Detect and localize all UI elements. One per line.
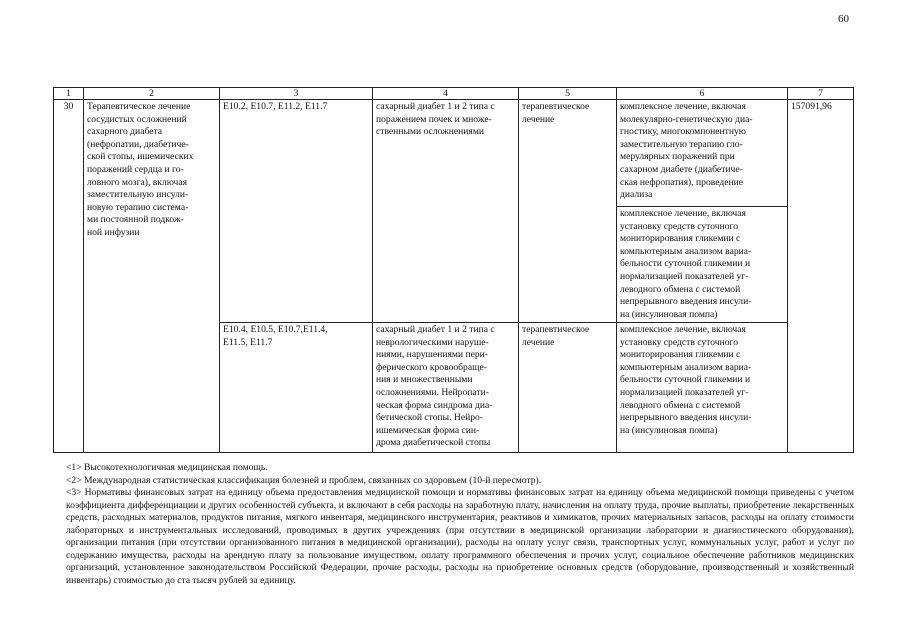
table-row bbox=[54, 100, 854, 207]
treatment-method: комплексное лечение, включая установку средств суточного мониторирования гликемии с компьютерным анализом вариа- бельности суточной гликемии и нормализацией показателей уг- леводного обмена с системой непрерывного введения инсули- на (инсулиновая помпа) bbox=[617, 323, 788, 453]
footnote-2: <2> Международная статистическая классификация болезней и проблем, связанных со здоровьем (10-й пересмотр). bbox=[66, 474, 542, 486]
treatment-type: терапевтическое лечение bbox=[519, 100, 617, 323]
icd-codes: E10.4, E10.5, E10.7,E11.4, E11.5, E11.7 bbox=[220, 323, 373, 453]
footnotes bbox=[66, 462, 854, 587]
treatment-method: комплексное лечение, включая установку средств суточного мониторирования гликемии с компьютерным анализом вариа- бельности суточной гликемии и нормализацией показателей уг- леводного обмена с системой непрерывного введения инсули- на (инсулиновая помпа) bbox=[617, 207, 788, 323]
row-number: 30 bbox=[54, 100, 84, 453]
cost-norm: 157091,96 bbox=[788, 100, 854, 453]
icd-codes: E10.2, E10.7, E11.2, E11.7 bbox=[220, 100, 373, 323]
treatment-type: терапевтическое лечение bbox=[519, 323, 617, 453]
header-cell: 5 bbox=[519, 88, 617, 100]
header-cell: 4 bbox=[373, 88, 519, 100]
treatment-method: комплексное лечение, включая молекулярно-генетическую диа- гностику, многокомпонентную заместительную терапию гло- мерулярных поражений при сахарном диабете (диабетиче- ская нефропатия), проведение диализа bbox=[617, 100, 788, 207]
header-cell: 7 bbox=[788, 88, 854, 100]
page-number: 60 bbox=[838, 13, 849, 25]
table-header-row bbox=[54, 88, 854, 100]
header-cell: 1 bbox=[54, 88, 84, 100]
services-table bbox=[53, 87, 854, 453]
header-cell: 2 bbox=[84, 88, 220, 100]
header-cell: 6 bbox=[617, 88, 788, 100]
footnote-1: <1> Высокотехнологичная медицинская помощь. bbox=[66, 462, 268, 473]
patient-model: сахарный диабет 1 и 2 типа с неврологическими наруше- ниями, нарушениями пери- ферического кровообраще- ния и множественными осложнениями. Нейропати- ческая форма синдрома диа- бетической стопы. Нейро- ишемическая форма син- дрома диабетической стопы bbox=[373, 323, 519, 453]
header-cell: 3 bbox=[220, 88, 373, 100]
footnote-3: <3> Нормативы финансовых затрат на единицу объема предоставления медицинской помощи и нормативы финансовых затрат на единицу объема медицинской помощи приведены с учетом коэффициента дифференциации и других особенностей субъекта, и включают в себя расходы на заработную плату, начисления на оплату труда, прочие выплаты, приобретение лекарственных средств, расходных материалов, продуктов питания, мягкого инвентаря, медицинского инструментария, реактивов и химикатов, прочих материальных запасов, расходы на оплату стоимости лабораторных и инструментальных исследований, проводимых в других учреждениях (при отсутствии в медицинской организации лаборатории и диагностического оборудования), организации питания (при отсутствии организованного питания в медицинской организации), расходы на оплату услуг связи, транспортных услуг, коммунальных услуг, работ и услуг по содержанию имущества, расходы на арендную плату за пользование имуществом, оплату программного обеспечения и прочих услуг, социальное обеспечение работников медицинских организаций, установленное законодательством Российской Федерации, прочие расходы, расходы на приобретение основных средств (оборудование, производственный и хозяйственный инвентарь) стоимостью до ста тысяч рублей за единицу. bbox=[66, 487, 854, 586]
patient-model: сахарный диабет 1 и 2 типа с поражением почек и множе- ственными осложнениями bbox=[373, 100, 519, 323]
service-name: Терапевтическое лечение сосудистых осложнений сахарного диабета (нефропатии, диабетиче- ской стопы, ишемических поражений сердца и го- ловного мозга), включая заместительную инсули- новую терапию системa- ми постоянной подкож- ной инфузии bbox=[84, 100, 220, 453]
